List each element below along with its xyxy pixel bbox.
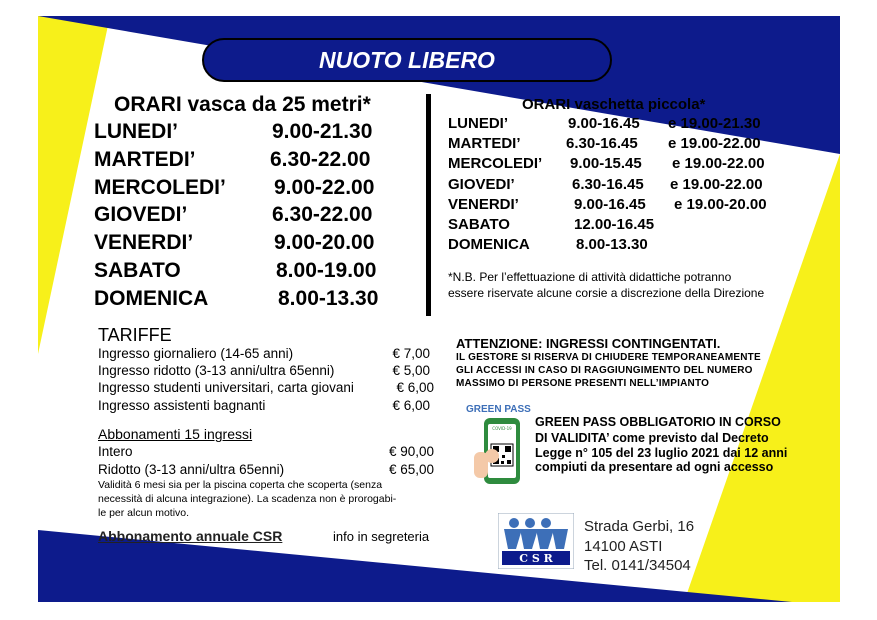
small-schedule-row xyxy=(448,155,808,175)
time-value: 6.30-22.00 xyxy=(270,148,371,171)
subscription-row xyxy=(98,462,434,480)
attention-title: ATTENZIONE: INGRESSI CONTINGENTATI. xyxy=(456,336,721,351)
extra-time: e 19.00-22.00 xyxy=(668,135,761,152)
green-pass-line: compiuti da presentare ad ogni accesso xyxy=(535,460,774,474)
tariff-price: € 5,00 xyxy=(392,363,430,378)
extra-time: e 19.00-22.00 xyxy=(670,176,763,193)
extra-time: e 19.00-20.00 xyxy=(674,196,767,213)
extra-time: e 19.00-22.00 xyxy=(672,155,765,172)
csr-logo-icon xyxy=(498,513,574,569)
time-value: 9.00-22.00 xyxy=(274,176,375,199)
subscription-price: € 90,00 xyxy=(388,444,434,459)
subscription-row xyxy=(98,444,434,462)
small-schedule-row xyxy=(448,176,808,196)
day-label: MERCOLEDI’ xyxy=(94,176,226,199)
validity-note-line: le per alcun motivo. xyxy=(98,507,190,519)
attention-line: GLI ACCESSI IN CASO DI RAGGIUNGIMENTO DEL NUMERO xyxy=(456,365,753,376)
tariff-price: € 6,00 xyxy=(396,380,434,395)
day-label: LUNEDI’ xyxy=(94,120,178,143)
day-label: DOMENICA xyxy=(448,236,530,253)
small-schedule-row xyxy=(448,216,808,236)
big-schedule-row xyxy=(94,287,414,314)
time-value: 9.00-15.45 xyxy=(570,155,642,172)
annual-subscription-info: info in segreteria xyxy=(333,529,430,544)
small-schedule-row xyxy=(448,236,808,256)
big-schedule-row xyxy=(94,259,414,286)
green-pass-line: DI VALIDITA’ come previsto dal Decreto xyxy=(535,431,769,445)
validity-note-line: Validità 6 mesi sia per la piscina coperta che scoperta (senza xyxy=(98,479,383,491)
tariff-label: Ingresso assistenti bagnanti xyxy=(98,398,266,413)
small-schedule-row xyxy=(448,115,808,135)
day-label: MERCOLEDI’ xyxy=(448,155,543,172)
validity-note-line: necessità di alcuna integrazione). La scadenza non è prorogabi- xyxy=(98,493,397,505)
tariff-row xyxy=(98,346,434,364)
green-pass-line: GREEN PASS OBBLIGATORIO IN CORSO xyxy=(535,415,781,429)
address-phone: Tel. 0141/34504 xyxy=(584,557,691,574)
address-city: 14100 ASTI xyxy=(584,538,663,555)
big-schedule-row xyxy=(94,148,414,175)
green-pass-line: Legge n° 105 del 23 luglio 2021 dai 12 anni xyxy=(535,446,788,460)
day-label: GIOVEDI’ xyxy=(94,203,188,226)
tariff-row xyxy=(98,398,434,416)
time-value: 9.00-16.45 xyxy=(568,115,640,132)
tariff-label: Ingresso giornaliero (14-65 anni) xyxy=(98,346,294,361)
subscriptions-heading: Abbonamenti 15 ingressi xyxy=(98,426,253,442)
annual-subscription-label: Abbonamento annuale CSR xyxy=(98,528,283,544)
day-label: MARTEDI’ xyxy=(448,135,521,152)
extra-time: e 19.00-21.30 xyxy=(668,115,761,132)
day-label: DOMENICA xyxy=(94,287,209,310)
poster xyxy=(38,16,840,602)
page-title: NUOTO LIBERO xyxy=(319,47,495,73)
big-schedule-row xyxy=(94,231,414,258)
day-label: GIOVEDI’ xyxy=(448,176,515,193)
tariff-row xyxy=(98,380,434,398)
time-value: 8.00-13.30 xyxy=(576,236,648,253)
address-street: Strada Gerbi, 16 xyxy=(584,518,695,535)
big-schedule-row xyxy=(94,176,414,203)
small-schedule-row xyxy=(448,196,808,216)
time-value: 8.00-13.30 xyxy=(278,287,379,310)
time-value: 9.00-21.30 xyxy=(272,120,373,143)
day-label: SABATO xyxy=(448,216,510,233)
logo-text: C S R xyxy=(519,552,553,565)
time-value: 8.00-19.00 xyxy=(276,259,377,282)
day-label: VENERDI’ xyxy=(94,231,194,254)
time-value: 9.00-20.00 xyxy=(274,231,375,254)
day-label: VENERDI’ xyxy=(448,196,519,213)
subscription-label: Intero xyxy=(98,444,133,459)
phone-qr-icon xyxy=(474,416,530,492)
tariffs-heading: TARIFFE xyxy=(98,325,172,345)
subscription-label: Ridotto (3-13 anni/ultra 65enni) xyxy=(98,462,285,477)
tariff-row xyxy=(98,363,434,381)
title-banner xyxy=(202,38,612,82)
tariff-label: Ingresso studenti universitari, carta giovani xyxy=(98,380,354,395)
big-schedule-row xyxy=(94,120,414,147)
day-label: SABATO xyxy=(94,259,181,282)
phone-label: COVID-19 xyxy=(492,426,512,431)
tariff-price: € 7,00 xyxy=(392,346,430,361)
day-label: LUNEDI’ xyxy=(448,115,508,132)
tariff-price: € 6,00 xyxy=(392,398,430,413)
time-value: 6.30-16.45 xyxy=(566,135,638,152)
day-label: MARTEDI’ xyxy=(94,148,196,171)
attention-line: MASSIMO DI PERSONE PRESENTI NELL’IMPIANTO xyxy=(456,378,710,389)
tariff-label: Ingresso ridotto (3-13 anni/ultra 65enni) xyxy=(98,363,335,378)
time-value: 6.30-16.45 xyxy=(572,176,644,193)
note-line: *N.B. Per l’effettuazione di attività didattiche potranno xyxy=(448,270,732,284)
time-value: 9.00-16.45 xyxy=(574,196,646,213)
small-schedule-heading: ORARI vaschetta piccola* xyxy=(522,96,706,113)
time-value: 6.30-22.00 xyxy=(272,203,373,226)
attention-line: IL GESTORE SI RISERVA DI CHIUDERE TEMPORANEAMENTE xyxy=(456,352,761,363)
big-schedule-row xyxy=(94,203,414,230)
time-value: 12.00-16.45 xyxy=(574,216,655,233)
big-schedule-heading: ORARI vasca da 25 metri* xyxy=(114,93,371,116)
green-pass-badge: GREEN PASS xyxy=(466,404,531,415)
small-schedule-row xyxy=(448,135,808,155)
note-line: essere riservate alcune corsie a discrezione della Direzione xyxy=(448,286,765,300)
subscription-price: € 65,00 xyxy=(388,462,434,477)
divider-line xyxy=(426,94,431,316)
